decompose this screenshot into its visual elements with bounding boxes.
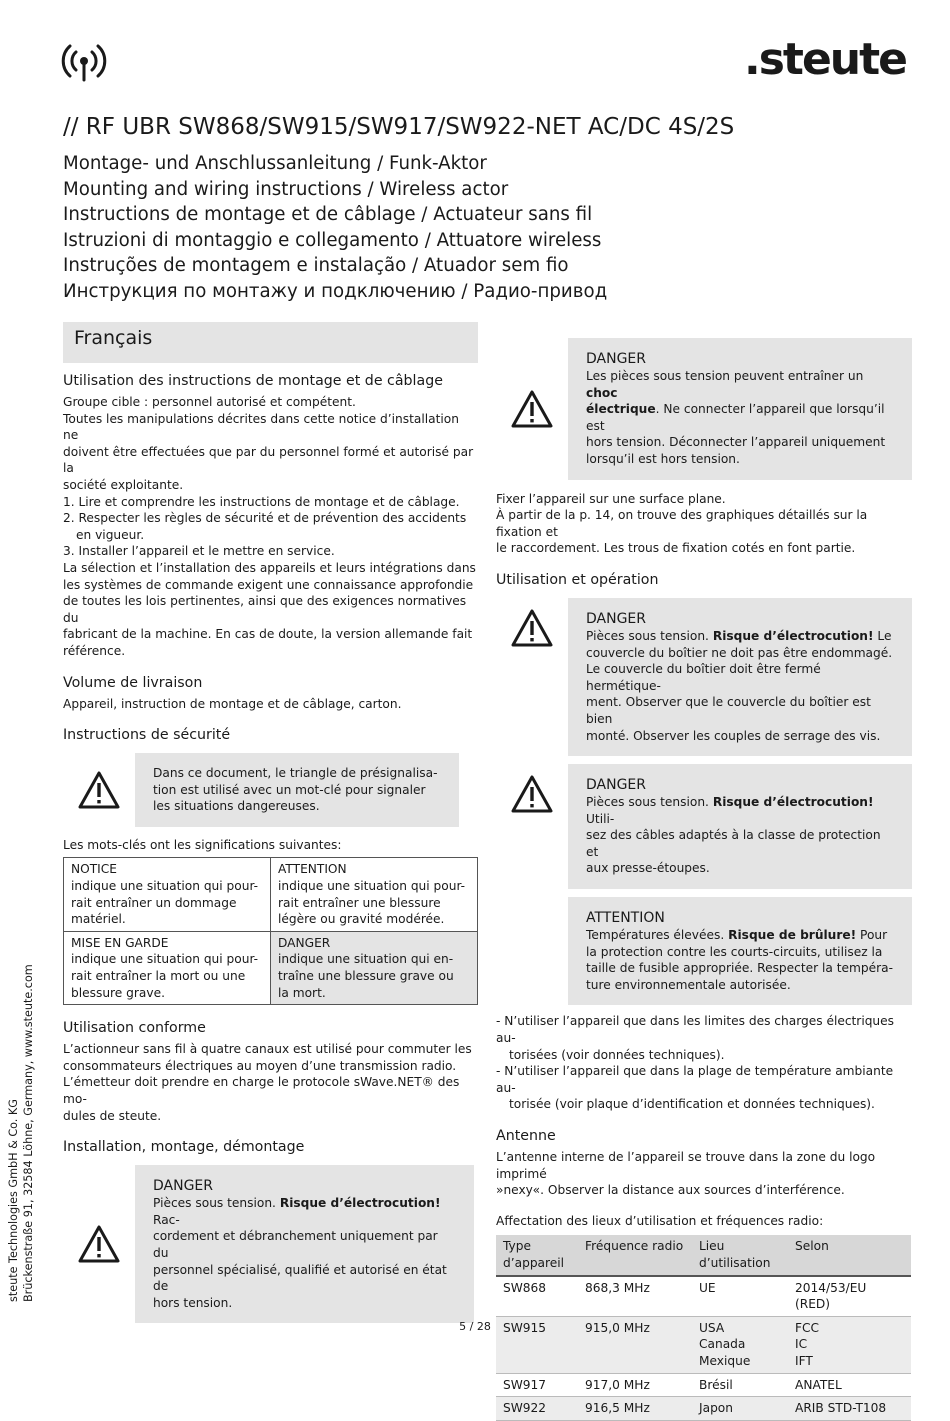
danger-box-text bbox=[568, 764, 912, 889]
table-cell: SW922 bbox=[496, 1397, 578, 1421]
paragraph-line: Toutes les manipulations décrites dans cette notice d’installation ne bbox=[63, 411, 459, 443]
table-cell: SW868 bbox=[496, 1276, 578, 1317]
keyword-desc: blessure grave. bbox=[71, 985, 165, 1000]
company-address-vertical bbox=[6, 964, 36, 1302]
warning-triangle-icon bbox=[63, 753, 135, 827]
text-span: Le bbox=[873, 628, 892, 643]
box-line: monté. Observer les couples de serrage des vis. bbox=[586, 728, 881, 743]
keyword-desc: rait entraîner un dommage bbox=[71, 895, 237, 910]
wireless-icon bbox=[62, 40, 106, 88]
paragraph-line: dules de steute. bbox=[63, 1108, 162, 1123]
text-span: Pièces sous tension. bbox=[586, 628, 713, 643]
box-line: cordement et débranchement uniquement par du bbox=[153, 1229, 438, 1260]
list-item: 3. Installer l’appareil et le mettre en service. bbox=[63, 544, 335, 559]
keyword-desc: indique une situation qui pour- bbox=[71, 879, 259, 894]
list-item: 1. Lire et comprendre les instructions de montage et de câblage. bbox=[63, 494, 460, 509]
keyword-desc: matériel. bbox=[71, 912, 126, 927]
keyword-desc: rait entraîner la mort ou une bbox=[71, 969, 246, 984]
box-line: taille de fusible appropriée. Respecter la tempéra- bbox=[586, 961, 894, 976]
language-header: Français bbox=[63, 322, 478, 363]
table-cell: ANATEL bbox=[788, 1373, 911, 1397]
subtitle-it: Istruzioni di montaggio e collegamento / Attuatore wireless bbox=[63, 229, 602, 251]
table-cell: SW915 bbox=[496, 1316, 578, 1373]
subtitle-fr: Instructions de montage et de câblage / Actuateur sans fil bbox=[63, 204, 593, 225]
emphasis: choc bbox=[586, 385, 618, 400]
paragraph-line: les systèmes de commande exigent une connaissance approfondie bbox=[63, 577, 474, 592]
box-line: Le couvercle du boîtier doit être fermé hermétique- bbox=[586, 662, 821, 693]
box-line: hors tension. Déconnecter l’appareil uniquement bbox=[586, 435, 886, 450]
table-row bbox=[496, 1276, 911, 1317]
box-line: personnel spécialisé, qualifié et autorisé en état de bbox=[153, 1262, 447, 1294]
text-span: Rac- bbox=[153, 1212, 180, 1227]
warning-triangle-icon bbox=[496, 764, 568, 889]
box-line: les situations dangereuses. bbox=[153, 799, 320, 814]
paragraph-line: référence. bbox=[63, 643, 126, 658]
table-header-row bbox=[496, 1235, 911, 1275]
danger-box bbox=[496, 764, 912, 889]
box-line: sez des câbles adaptés à la classe de protection et bbox=[586, 828, 881, 859]
section-heading-operation: Utilisation et opération bbox=[496, 571, 659, 588]
danger-box bbox=[496, 598, 912, 756]
keyword: MISE EN GARDE bbox=[71, 935, 169, 950]
subtitle-pt: Instruções de montagem e instalação / Atuador sem fio bbox=[63, 255, 569, 276]
keyword-cell-danger bbox=[271, 931, 478, 1004]
column-header: Selon bbox=[788, 1235, 911, 1275]
paragraph-line: L’émetteur doit prendre en charge le protocole sWave.NET® des mo- bbox=[63, 1075, 460, 1106]
list-item: 2. Respecter les règles de sécurité et de prévention des accidents bbox=[63, 511, 467, 526]
text-span: Pièces sous tension. bbox=[153, 1196, 280, 1211]
paragraph-line: Groupe cible : personnel autorisé et compétent. bbox=[63, 395, 356, 409]
keyword-desc: la mort. bbox=[278, 985, 326, 1000]
warning-triangle-icon bbox=[496, 338, 568, 480]
box-line: ture environnementale autorisée. bbox=[586, 977, 791, 992]
danger-box-text bbox=[568, 598, 912, 756]
keyword-cell-notice bbox=[64, 858, 271, 931]
keyword-desc: indique une situation qui pour- bbox=[278, 879, 466, 894]
text-span: Utili- bbox=[586, 811, 615, 826]
table-cell: Brésil bbox=[692, 1373, 788, 1397]
keyword-desc: traîne une blessure grave ou bbox=[278, 969, 454, 984]
section-heading-installation: Installation, montage, démontage bbox=[63, 1139, 305, 1156]
emphasis: Risque d’électrocution! bbox=[712, 628, 874, 643]
paragraph-line: À partir de la p. 14, on trouve des graphiques détaillés sur la fixation et bbox=[496, 508, 868, 539]
table-cell: 917,0 MHz bbox=[578, 1373, 692, 1397]
column-header: Fréquence radio bbox=[578, 1235, 692, 1275]
paragraph-line: le raccordement. Les trous de fixation cotés en font partie. bbox=[496, 541, 856, 556]
paragraph-line: »nexy«. Observer la distance aux sources d’interférence. bbox=[496, 1183, 845, 1198]
column-header: Lieu d’utilisation bbox=[692, 1235, 788, 1275]
danger-keyword: DANGER bbox=[586, 351, 647, 367]
bullet-line-continued: torisées (voir données techniques). bbox=[509, 1047, 725, 1062]
danger-keyword: DANGER bbox=[586, 777, 647, 794]
table-cell: FCC IC IFT bbox=[788, 1316, 911, 1373]
section-heading-usage-instructions: Utilisation des instructions de montage et de câblage bbox=[63, 373, 443, 389]
page-number: 5 / 28 bbox=[459, 1320, 491, 1333]
paragraph-line: consommateurs électriques au moyen d’une transmission radio. bbox=[63, 1058, 457, 1073]
keyword: DANGER bbox=[278, 935, 331, 950]
table-cell: 868,3 MHz bbox=[578, 1276, 692, 1317]
box-line bbox=[586, 401, 894, 434]
paragraph-line: doivent être effectuées que par du personnel formé et autorisé par la bbox=[63, 444, 474, 476]
section-heading-delivery: Volume de livraison bbox=[63, 674, 203, 691]
warning-triangle-icon bbox=[63, 1165, 135, 1323]
subtitle-en: Mounting and wiring instructions / Wireless actor bbox=[63, 178, 509, 200]
box-line: la protection contre les courts-circuits, utilisez la bbox=[586, 944, 883, 959]
box-line: Dans ce document, le triangle de présignalisa- bbox=[153, 766, 438, 781]
box-line bbox=[586, 368, 894, 401]
keyword-cell-attention bbox=[271, 858, 478, 931]
attention-box-spacer bbox=[496, 897, 568, 1005]
box-line: lorsqu’il est hors tension. bbox=[586, 451, 740, 466]
text-span: Pièces sous tension. bbox=[586, 795, 713, 810]
bullet-line: - N’utiliser l’appareil que dans la plage de température ambiante au- bbox=[496, 1064, 894, 1095]
attention-box bbox=[496, 897, 912, 1005]
paragraph-line: Appareil, instruction de montage et de câblage, carton. bbox=[63, 696, 402, 711]
subtitle-list bbox=[63, 151, 607, 304]
list-item-continued: en vigueur. bbox=[76, 527, 145, 542]
table-row bbox=[496, 1397, 911, 1421]
paragraph-line: de toutes les lois pertinentes, ainsi que des exigences normatives du bbox=[63, 594, 467, 625]
box-line: hors tension. bbox=[153, 1295, 233, 1310]
section-heading-antenna: Antenne bbox=[496, 1128, 556, 1144]
company-address: Brückenstraße 91, 32584 Löhne, Germany, www.steute.com bbox=[22, 964, 35, 1302]
paragraph-line: fabricant de la machine. En cas de doute, la version allemande fait bbox=[63, 627, 473, 642]
paragraph-line: Les mots-clés ont les significations suivantes: bbox=[63, 837, 342, 852]
box-line bbox=[153, 1195, 456, 1228]
table-cell: Japon bbox=[692, 1397, 788, 1421]
box-line bbox=[586, 628, 894, 645]
attention-keyword: ATTENTION bbox=[586, 910, 665, 927]
paragraph-line: L’antenne interne de l’appareil se trouve dans la zone du logo imprimé bbox=[496, 1150, 876, 1181]
keyword-cell-mise-en-garde bbox=[64, 931, 271, 1004]
right-column bbox=[496, 338, 912, 1421]
danger-box bbox=[63, 1165, 474, 1323]
emphasis: Risque d’électrocution! bbox=[712, 795, 874, 810]
column-header: Type d’appareil bbox=[496, 1235, 578, 1275]
frequency-table-heading: Affectation des lieux d’utilisation et fréquences radio: bbox=[496, 1213, 824, 1228]
table-cell: SW917 bbox=[496, 1373, 578, 1397]
paragraph-line: L’actionneur sans fil à quatre canaux est utilisé pour commuter les bbox=[63, 1042, 472, 1057]
keyword: ATTENTION bbox=[278, 862, 347, 877]
attention-box-text bbox=[568, 897, 912, 1005]
warning-triangle-icon bbox=[496, 598, 568, 756]
left-column bbox=[63, 322, 478, 1323]
brand-logo: .steute bbox=[744, 34, 906, 85]
emphasis: Risque de brûlure! bbox=[728, 928, 857, 943]
keyword-desc: indique une situation qui pour- bbox=[71, 952, 259, 967]
info-box-text bbox=[135, 753, 459, 827]
paragraph-line: La sélection et l’installation des appareils et leurs intégrations dans bbox=[63, 560, 476, 575]
table-row bbox=[496, 1373, 911, 1397]
keyword-desc: indique une situation qui en- bbox=[278, 952, 454, 967]
box-line: aux presse-étoupes. bbox=[586, 861, 710, 876]
info-box bbox=[63, 753, 459, 827]
table-cell: 916,5 MHz bbox=[578, 1397, 692, 1421]
box-line: ment. Observer que le couvercle du boîtier est bien bbox=[586, 695, 871, 726]
text-span: Pour bbox=[856, 928, 888, 943]
box-line: tion est utilisé avec un mot-clé pour signaler bbox=[153, 782, 426, 797]
danger-keyword: DANGER bbox=[586, 610, 647, 627]
text-span: Températures élevées. bbox=[586, 928, 729, 943]
danger-keyword: DANGER bbox=[153, 1178, 214, 1195]
paragraph-line: Fixer l’appareil sur une surface plane. bbox=[496, 491, 726, 506]
company-name: steute Technologies GmbH & Co. KG bbox=[7, 1099, 20, 1302]
danger-box-text bbox=[135, 1165, 474, 1323]
box-line bbox=[586, 927, 894, 944]
table-cell: ARIB STD-T108 bbox=[788, 1397, 911, 1421]
keyword-table bbox=[63, 857, 478, 1005]
keyword-desc: rait entraîner une blessure bbox=[278, 895, 441, 910]
table-cell: 2014/53/EU (RED) bbox=[788, 1276, 911, 1317]
table-cell: UE bbox=[692, 1276, 788, 1317]
paragraph-line: société exploitante. bbox=[63, 477, 184, 492]
document-title: // RF UBR SW868/SW915/SW917/SW922-NET AC/DC 4S/2S bbox=[63, 114, 735, 140]
box-line: couvercle du boîtier ne doit pas être endommagé. bbox=[586, 645, 893, 660]
subtitle-de: Montage- und Anschlussanleitung / Funk-Aktor bbox=[63, 153, 487, 174]
emphasis: Risque d’électrocution! bbox=[279, 1196, 441, 1211]
table-cell: 915,0 MHz bbox=[578, 1316, 692, 1373]
danger-box-text bbox=[568, 338, 912, 480]
bullet-line-continued: torisée (voir plaque d’identification et données techniques). bbox=[509, 1097, 875, 1112]
keyword-desc: légère ou gravité modérée. bbox=[278, 912, 445, 927]
table-cell: USA Canada Mexique bbox=[692, 1316, 788, 1373]
emphasis: électrique bbox=[586, 402, 656, 417]
text-span: Les pièces sous tension peuvent entraîner un bbox=[586, 369, 864, 383]
bullet-line: - N’utiliser l’appareil que dans les limites des charges électriques au- bbox=[496, 1014, 895, 1046]
subtitle-ru: Инструкция по монтажу и подключению / Радио-привод bbox=[63, 280, 608, 302]
section-heading-safety: Instructions de sécurité bbox=[63, 727, 231, 744]
text-span: . Ne connecter l’appareil que lorsqu’il est bbox=[586, 402, 885, 433]
danger-box bbox=[496, 338, 912, 480]
keyword: NOTICE bbox=[71, 862, 117, 877]
box-line bbox=[586, 794, 894, 827]
section-heading-intended-use: Utilisation conforme bbox=[63, 1020, 206, 1037]
